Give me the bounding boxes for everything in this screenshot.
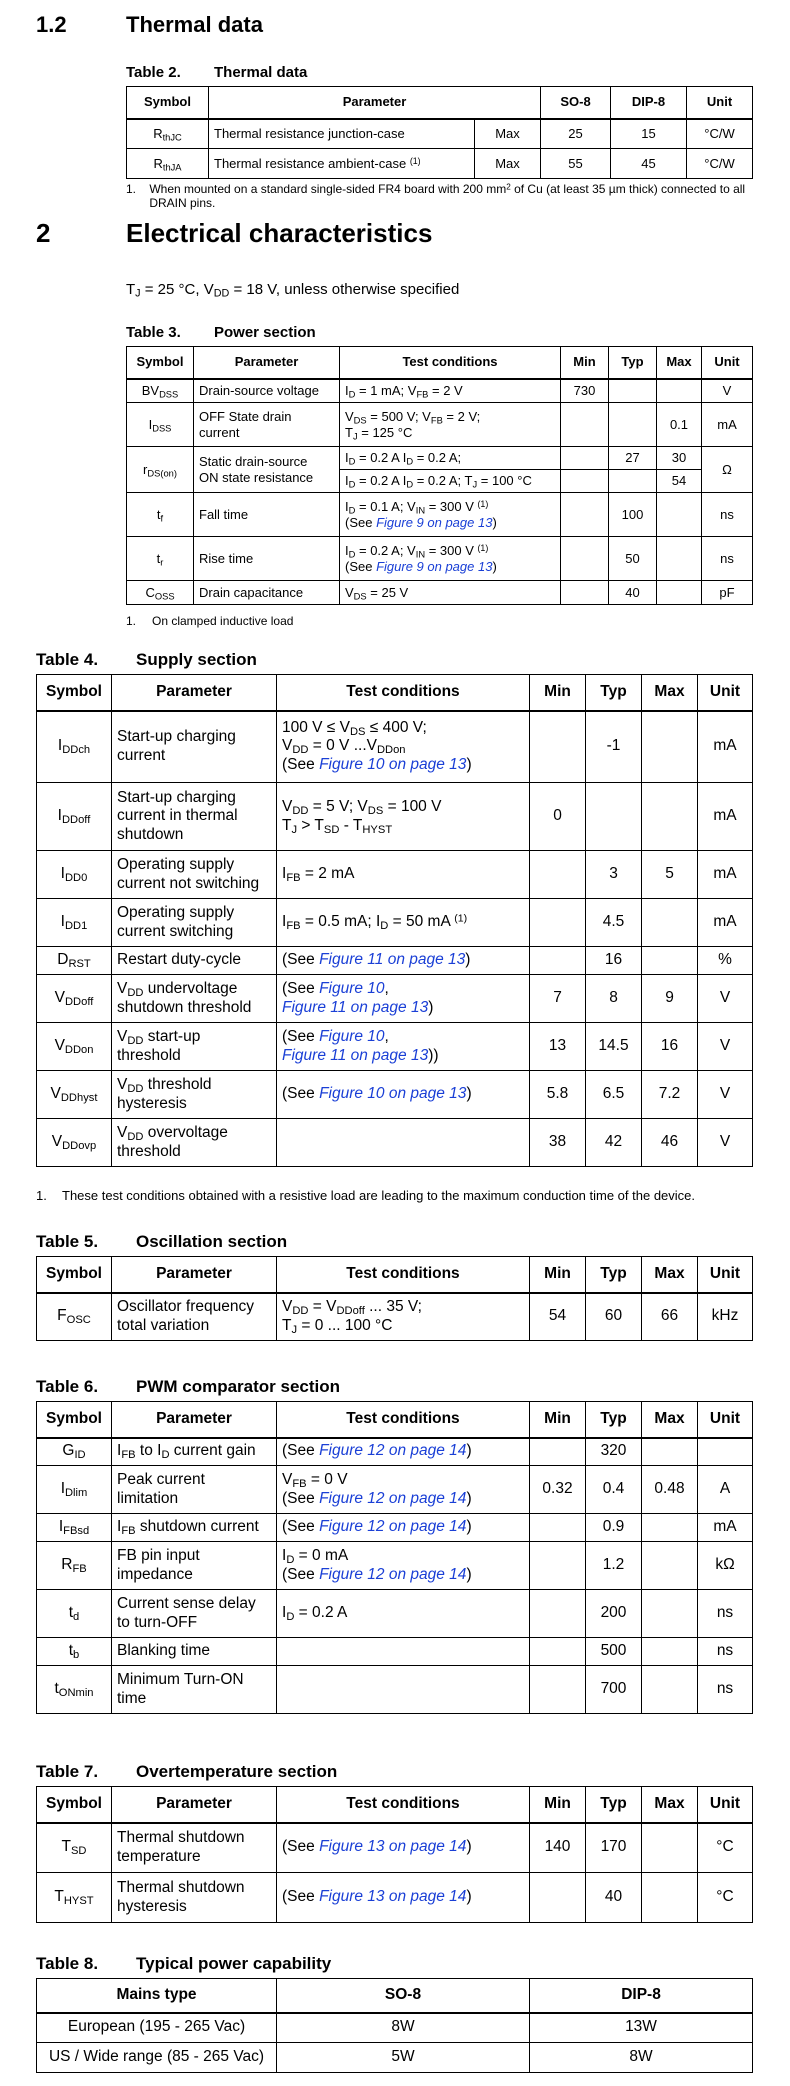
pwm-comparator-table: Symbol Parameter Test conditions Min Typ Max Unit $G_{ID}$ $I_{FB}$ to $I_D$ current gain (See Figure 12 on page 14) 320 $I_{Dlim}$ Peak current limitation $V_{FB} = 0$ V (See Figure 12 on page 14) 0.32 0.4 0.48 A $I_{FBsd}$ $I_{FB}$ shutdown current (See Figure 12 on page 14) 0.9 mA $R_{FB}$ FB pin input impedance $I_D = 0$ mA (See Figure 12 on page 14) 1.2 kΩ $t_d$ Current sense delay to turn-OFF $I_D = 0.2$ A 200 ns $t_b$ Blanking time 500 ns $t_{ONmin}$ Minimum Turn-ON time 700 ns — [36, 1401, 753, 1714]
table-row: $t_d$ Current sense delay to turn-OFF $I_D = 0.2$ A 200 ns — [37, 1590, 753, 1638]
oscillation-section-table: Symbol Parameter Test conditions Min Typ Max Unit $F_{OSC}$ Oscillator frequency total variation $V_{DD} = V_{DDoff}$ ... 35 V; $T_J = 0$ ... 100 °C 54 60 66 kHz — [36, 1256, 753, 1341]
figure-link[interactable]: Figure 12 on page 14 — [319, 1518, 467, 1536]
table-row: $t_r$ Rise time $I_D = 0.2$ A; $V_{IN} = 300$ V $^{(1)}$ (See Figure 9 on page 13) 50 ns — [127, 537, 753, 581]
table4-footnote: 1. These test conditions obtained with a resistive load are leading to the maximum conduction time of the device. — [36, 1188, 696, 1203]
table-row: $I_{FBsd}$ $I_{FB}$ shutdown current (See Figure 12 on page 14) 0.9 mA — [37, 1514, 753, 1542]
figure-link[interactable]: Figure 9 on page 13 — [376, 558, 493, 574]
table-row: $t_f$ Fall time $I_D = 0.1$ A; $V_{IN} = 300$ V $^{(1)}$ (See Figure 9 on page 13) 100 ns — [127, 493, 753, 537]
parameter-cell: Thermal resistance junction-case — [209, 119, 475, 149]
overtemperature-table: Symbol Parameter Test conditions Min Typ Max Unit $T_{SD}$ Thermal shutdown temperature (See Figure 13 on page 14) 140 170 °C $T_{HYST}$ Thermal shutdown hysteresis (See Figure 13 on page 14) 40 °C — [36, 1786, 753, 1923]
conditions-text: $T_J = 25$ °C, $V_{DD} = 18$ V, unless otherwise specified — [126, 281, 460, 300]
section-number: 1.2 — [36, 12, 67, 37]
table-row: $T_{HYST}$ Thermal shutdown hysteresis (See Figure 13 on page 14) 40 °C — [37, 1873, 753, 1923]
figure-link[interactable]: Figure 12 on page 14 — [319, 1442, 467, 1460]
figure-link[interactable]: Figure 13 on page 14 — [319, 1838, 467, 1856]
figure-link[interactable]: Figure 9 on page 13 — [376, 514, 493, 530]
table-row: $V_{DDovp}$ $V_{DD}$ overvoltage threshold 38 42 46 V — [37, 1119, 753, 1167]
unit-cell: °C/W — [687, 149, 753, 179]
header-cell: Test conditions — [340, 347, 561, 379]
table-row: $V_{DDoff}$ $V_{DD}$ undervoltage shutdown threshold (See Figure 10, Figure 11 on page 13) 7 8 9 V — [37, 975, 753, 1023]
table-row: $I_D = 0.2$ A $I_D = 0.2$ A; $T_J = 100$ °C 54 — [127, 470, 753, 493]
table-row — [127, 149, 753, 179]
parameter-cell: Thermal resistance ambient-case $^{(1)}$ — [209, 149, 475, 179]
table-row: $G_{ID}$ $I_{FB}$ to $I_D$ current gain (See Figure 12 on page 14) 320 — [37, 1438, 753, 1466]
figure-link[interactable]: Figure 11 on page 13 — [319, 951, 466, 969]
table-row: $V_{DDhyst}$ $V_{DD}$ threshold hysteresis (See Figure 10 on page 13) 5.8 6.5 7.2 V — [37, 1071, 753, 1119]
header-cell: Symbol — [127, 347, 194, 379]
unit-cell: °C/W — [687, 119, 753, 149]
header-cell: Parameter — [209, 87, 541, 119]
header-cell: Symbol — [127, 87, 209, 119]
table7-caption: Table 7. Overtemperature section — [36, 1762, 338, 1781]
figure-link[interactable]: Figure 10 on page 13 — [319, 1085, 467, 1103]
header-cell: Unit — [702, 347, 753, 379]
table8-caption: Table 8. Typical power capability — [36, 1954, 332, 1973]
figure-link[interactable]: Figure 11 on page 13 — [282, 1046, 429, 1064]
symbol-cell: $R_{thJC}$ — [127, 119, 209, 149]
table-row: $I_{DSS}$ OFF State drain current $V_{DS} = 500$ V; $V_{FB} = 2$ V; $T_J = 125$ °C 0.1 mA — [127, 403, 753, 447]
table-row: $I_{DDch}$ Start-up charging current 100 $V \le V_{DS} \le 400$ V; $V_{DD} = 0$ V $...V_{DDon}$ (See Figure 10 on page 13) -1 mA — [37, 711, 753, 783]
header-cell: Min — [561, 347, 609, 379]
table-row: $I_{DDoff}$ Start-up charging current in thermal shutdown $V_{DD} = 5$ V; $V_{DS} = 100$ V $T_J > T_{SD} - T_{HYST}$ 0 mA — [37, 783, 753, 851]
header-cell: DIP-8 — [611, 87, 687, 119]
table2-caption — [126, 64, 307, 81]
table4-caption: Table 4. Supply section — [36, 650, 257, 669]
section-title: Electrical characteristics — [126, 218, 433, 248]
header-cell: SO-8 — [541, 87, 611, 119]
table-row: $BV_{DSS}$ Drain-source voltage $I_D = 1$ mA; $V_{FB} = 2$ V 730 V — [127, 379, 753, 403]
header-cell: Unit — [687, 87, 753, 119]
table6-caption: Table 6. PWM comparator section — [36, 1377, 341, 1396]
table-row: US / Wide range (85 - 265 Vac) 5W 8W — [37, 2043, 753, 2073]
value-cell: 25 — [541, 119, 611, 149]
table-row: $T_{SD}$ Thermal shutdown temperature (See Figure 13 on page 14) 140 170 °C — [37, 1823, 753, 1873]
table-row: $C_{OSS}$ Drain capacitance $V_{DS} = 25$ V 40 pF — [127, 581, 753, 605]
section-number: 2 — [36, 218, 51, 248]
header-cell: Typ — [609, 347, 657, 379]
figure-link[interactable]: Figure 11 on page 13 — [282, 998, 429, 1016]
table-title: Thermal data — [214, 64, 308, 81]
table-label: Table 2. — [126, 64, 181, 81]
value-cell: 15 — [611, 119, 687, 149]
value-cell: 45 — [611, 149, 687, 179]
table-row: $I_{DD1}$ Operating supply current switching $I_{FB} = 0.5$ mA; $I_D = 50$ mA $^{(1)}$ 4.5 mA — [37, 899, 753, 947]
figure-link[interactable]: Figure 12 on page 14 — [319, 1489, 467, 1507]
value-cell: 55 — [541, 149, 611, 179]
type-cell: Max — [475, 119, 541, 149]
header-cell: Max — [657, 347, 702, 379]
table3-caption: Table 3. Power section — [126, 324, 316, 341]
table2-footnote: 1. When mounted on a standard single-sided FR4 board with 200 $mm^2$ of Cu (at least 35 µm thick) connected to all DRAIN pins. — [126, 182, 746, 210]
table-row: $t_b$ Blanking time 500 ns — [37, 1638, 753, 1666]
table5-caption: Table 5. Oscillation section — [36, 1232, 288, 1251]
thermal-data-table — [126, 86, 753, 179]
table-row — [127, 119, 753, 149]
table-row: $V_{DDon}$ $V_{DD}$ start-up threshold (See Figure 10, Figure 11 on page 13)) 13 14.5 16 V — [37, 1023, 753, 1071]
header-cell: Parameter — [194, 347, 340, 379]
table-row: $I_{Dlim}$ Peak current limitation $V_{FB} = 0$ V (See Figure 12 on page 14) 0.32 0.4 0.48 A — [37, 1466, 753, 1514]
table-row: $t_{ONmin}$ Minimum Turn-ON time 700 ns — [37, 1666, 753, 1714]
section-title: Thermal data — [126, 12, 263, 37]
table-row: $D_{RST}$ Restart duty-cycle (See Figure 11 on page 13) 16 % — [37, 947, 753, 975]
figure-link[interactable]: Figure 10 on page 13 — [319, 756, 467, 774]
power-section-table — [126, 346, 753, 605]
figure-link[interactable]: Figure 10 — [319, 979, 385, 997]
figure-link[interactable]: Figure 10 — [319, 1027, 385, 1045]
table-row: $F_{OSC}$ Oscillator frequency total variation $V_{DD} = V_{DDoff}$ ... 35 V; $T_J = 0$ ... 100 °C 54 60 66 kHz — [37, 1293, 753, 1341]
table-row: European (195 - 265 Vac) 8W 13W — [37, 2013, 753, 2043]
table-row: $I_{DD0}$ Operating supply current not switching $I_{FB} = 2$ mA 3 5 mA — [37, 851, 753, 899]
type-cell: Max — [475, 149, 541, 179]
supply-section-table: Symbol Parameter Test conditions Min Typ Max Unit $I_{DDch}$ Start-up charging current 100 $V \le V_{DS} \le 400$ V; $V_{DD} = 0$ V $...V_{DDon}$ (See Figure 10 on page 13) -1 mA $I_{DDoff}$ Start-up charging current in thermal shutdown $V_{DD} = 5$ V; $V_{DS} = 100$ V $T_J > T_{SD} - T_{HYST}$ 0 mA $I_{DD0}$ Operating supply current not switching $I_{FB} = 2$ mA 3 5 mA $I_{DD1}$ Operating supply current switching $I_{FB} = 0.5$ mA; $I_D = 50$ mA $^{(1)}$ 4.5 mA $D_{RST}$ Restart duty-cycle (See Figure 11 on page 13) 16 % $V_{DDoff}$ $V_{DD}$ undervoltage shutdown threshold (See Figure 10, Figure 11 on page 13) 7 8 9 V $V_{DDon}$ $V_{DD}$ start-up threshold (See Figure 10, Figure 11 on page 13)) 13 14.5 16 V $V_{DDhyst}$ $V_{DD}$ threshold hysteresis (See Figure 10 on page 13) 5.8 6.5 7.2 V $V_{DDovp}$ $V_{DD}$ overvoltage threshold 38 42 46 V — [36, 674, 753, 1167]
figure-link[interactable]: Figure 12 on page 14 — [319, 1565, 467, 1583]
table-row: $R_{FB}$ FB pin input impedance $I_D = 0$ mA (See Figure 12 on page 14) 1.2 kΩ — [37, 1542, 753, 1590]
table-row: $r_{DS(on)}$ Static drain-source ON state resistance $I_D = 0.2$ A $I_D = 0.2$ A; 27 30 Ω — [127, 447, 753, 470]
symbol-cell: $R_{thJA}$ — [127, 149, 209, 179]
table3-footnote: 1. On clamped inductive load — [126, 614, 294, 628]
figure-link[interactable]: Figure 13 on page 14 — [319, 1888, 467, 1906]
power-capability-table: Mains type SO-8 DIP-8 European (195 - 265 Vac) 8W 13W US / Wide range (85 - 265 Vac) 5W 8W — [36, 1978, 753, 2073]
